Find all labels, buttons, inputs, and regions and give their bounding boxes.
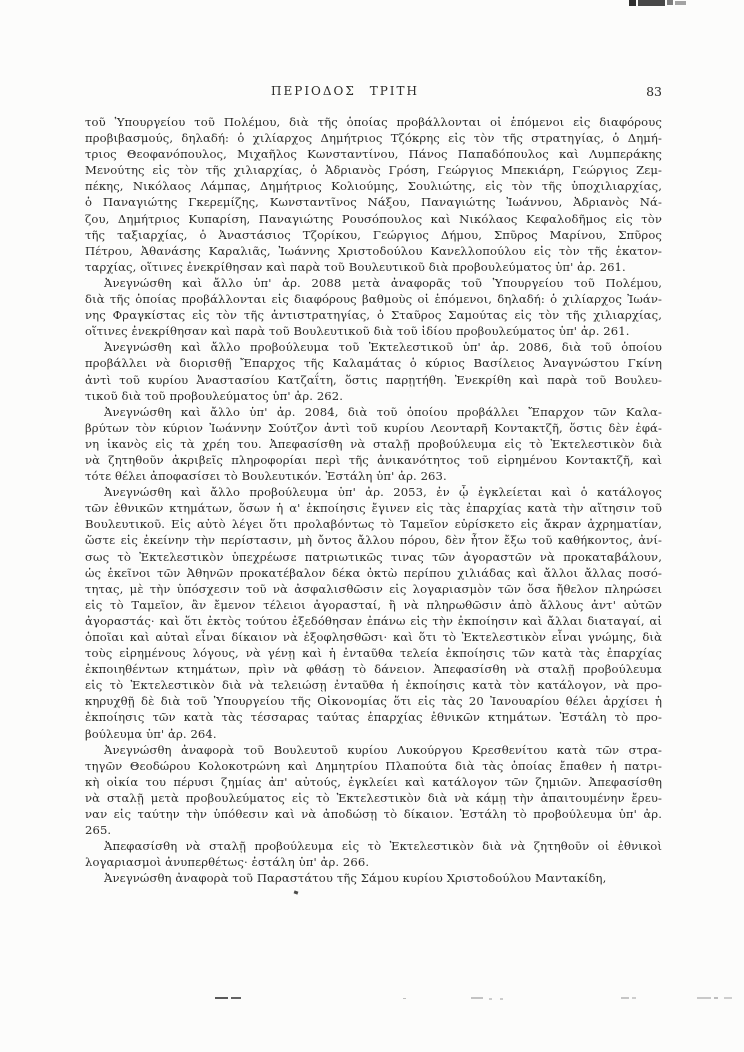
scan-artifact bbox=[632, 997, 636, 999]
text-line: βούλευμα ὑπ' ἀρ. 264. bbox=[85, 726, 217, 741]
text-line: ἐκποίησις τῶν κατὰ τὰς τέσσαρας ταύτας ἐπαρχίας ἐθνικῶν κτημάτων. Ἐστάλη τὸ προ- bbox=[85, 710, 662, 725]
text-line: νης Φραγκίστας εἰς τὸν τῆς ἀντιστρατηγίας, ὁ Σταῦρος Σαμούτας εἰς τὸν τῆς χιλιαρχίας, bbox=[85, 308, 662, 323]
scan-artifact bbox=[294, 890, 299, 894]
text-line: Ἀνεγνώσθη ἀναφορὰ τοῦ Παραστάτου τῆς Σάμου κυρίου Χριστοδούλου Μαντακίδη, bbox=[104, 871, 607, 886]
text-line: κηρυχθῇ δὲ διὰ τοῦ Ὑπουργείου τῆς Οἰκονομίας ὅτι εἰς τὰς 20 Ἰανουαρίου θέλει ἀρχίσει ἡ bbox=[85, 694, 662, 709]
paragraph bbox=[85, 404, 662, 484]
text-line: σως τὸ Ἐκτελεστικὸν ὑπεχρέωσε πατριωτικῶς τινας τῶν ἀγοραστῶν νὰ προκαταβάλουν, bbox=[85, 549, 662, 564]
text-line: οἵτινες ἐνεκρίθησαν καὶ παρὰ τοῦ Βουλευτικοῦ διὰ τοῦ ἰδίου προβουλεύματος ὑπ' ἀρ. 261. bbox=[85, 324, 630, 339]
paragraph bbox=[85, 114, 662, 275]
text-line: κὴ οἰκία του πέρυσι ζημίας ἀπ' αὐτούς, ἐγκλείει καὶ κατάλογον τῶν ζημιῶν. Ἀπεφασίσθη bbox=[85, 774, 662, 789]
scan-artifact bbox=[231, 997, 241, 999]
scan-artifact bbox=[697, 997, 711, 999]
text-line: Ἀνεγνώσθη καὶ ἄλλο ὑπ' ἀρ. 2088 μετὰ ἀναφορᾶς τοῦ Ὑπουργείου τοῦ Πολέμου, bbox=[104, 275, 662, 290]
text-line: νὰ ζητηθοῦν ἀκριβεῖς πληροφορίαι περὶ τῆς ἀνικανότητος τοῦ εἰρημένου Κοντακτζῆ, καὶ bbox=[85, 452, 662, 467]
text-line: τριος Θεοφανόπουλος, Μιχαῆλος Κωνσταντίνου, Πάνος Παπαδόπουλος καὶ Λυμπεράκης bbox=[85, 147, 662, 162]
text-line: ἀντὶ τοῦ κυρίου Ἀναστασίου Κατζαΐτη, ὅστις παρῃτήθη. Ἐνεκρίθη καὶ παρὰ τοῦ Βουλευ- bbox=[85, 372, 662, 387]
scan-artifact bbox=[629, 0, 636, 6]
text-line: ὡς ἐκεῖνοι τῶν Ἀθηνῶν προκατέβαλον δέκα ὀκτὼ περίπου χιλιάδας καὶ ἄλλοι ἄλλας ποσό- bbox=[85, 565, 662, 580]
text-line: τοὺς εἰρημένους λόγους, νὰ γένῃ καὶ ἡ ἐνταῦθα τελεία ἐκποίησις τῶν κατὰ τὰς ἐπαρχίας bbox=[85, 646, 662, 661]
text-line: νη ἱκανὸς εἰς τὰ χρέη του. Ἀπεφασίσθη νὰ σταλῇ προβούλευμα εἰς τὸ Ἐκτελεστικὸν διὰ bbox=[85, 436, 662, 451]
scan-artifact bbox=[724, 997, 732, 999]
paragraph bbox=[85, 484, 662, 742]
page-number: 83 bbox=[646, 84, 662, 99]
text-line: Πέτρου, Ἀθανάσης Καραλιᾶς, Ἰωάννης Χριστοδούλου Κανελλοπούλου εἰς τὸν τῆς ἑκατον- bbox=[85, 243, 662, 258]
scan-artifact bbox=[714, 997, 718, 999]
text-line: ναν εἰς ταύτην τὴν ὑπόθεσιν καὶ νὰ ἀποδώσῃ τὸ δίκαιον. Ἐστάλη τὸ προβούλευμα ὑπ' ἀρ. bbox=[85, 807, 662, 822]
text-line: τητας, μὲ τὴν ὑπόσχεσιν τοῦ νὰ ἀσφαλισθῶσιν εἰς λογαριασμὸν τῶν ὅσα ἤθελον πληρώσει bbox=[85, 581, 662, 596]
text-line: τηγῶν Θεοδώρου Κολοκοτρώνη καὶ Δημητρίου Πλαπούτα διὰ τὰς ὁποίας ἔπαθεν ἡ πατρι- bbox=[85, 758, 662, 773]
scan-artifact bbox=[667, 0, 673, 5]
scan-artifact bbox=[489, 998, 492, 1000]
text-line: τότε θέλει ἀποφασίσει τὸ Βουλευτικόν. Ἐστάλη ὑπ' ἀρ. 263. bbox=[85, 469, 447, 484]
text-line: ἐκποιηθέντων κτημάτων, πρὶν νὰ φθάσῃ τὸ δάνειον. Ἀπεφασίσθη νὰ σταλῇ προβούλευμα bbox=[85, 662, 662, 677]
paragraph bbox=[85, 275, 662, 339]
text-line: πέκης, Νικόλαος Λάμπας, Δημήτριος Κολιούμης, Σουλιώτης, εἰς τὸν τῆς ὑποχιλιαρχίας, bbox=[85, 179, 662, 194]
text-line: ὁ Παναγιώτης Γκερεμίζης, Κωνσταντῖνος Νάξου, Παναγιώτης Ἰωάννου, Ἀδριανὸς Νά- bbox=[85, 195, 662, 210]
text-line: ἀγοραστάς· καὶ ὅτι ἐκτὸς τούτου ἐξεδόθησαν ἐπάνω εἰς τὴν ἐκποίησιν καὶ ἄλλαι διαταγαί, αἱ bbox=[85, 613, 662, 628]
text-line: τικοῦ διὰ τοῦ προβουλεύματος ὑπ' ἀρ. 262. bbox=[85, 388, 344, 403]
text-line: 265. bbox=[85, 823, 112, 838]
document-body bbox=[85, 114, 662, 887]
text-line: τοῦ Ὑπουργείου τοῦ Πολέμου, διὰ τῆς ὁποίας προβάλλονται οἱ ἑπόμενοι εἰς διαφόρους bbox=[85, 115, 662, 129]
text-line: εἰς τὸ Ἐκτελεστικὸν διὰ νὰ τελειώσῃ ἐνταῦθα ἡ ἐκποίησις κατὰ τὸν κατάλογον, νὰ προ- bbox=[85, 678, 662, 693]
text-line: λογαριασμοὶ ἀνυπερθέτως· ἐστάλη ὑπ' ἀρ. 266. bbox=[85, 855, 370, 870]
scan-artifact bbox=[621, 997, 629, 999]
scan-artifact bbox=[471, 997, 483, 999]
text-line: προβάλλει νὰ διορισθῇ Ἔπαρχος τῆς Καλαμάτας ὁ κύριος Βασίλειος Ἀναγνώστου Γκίνη bbox=[85, 356, 662, 371]
text-line: ταρχίας, οἵτινες ἐνεκρίθησαν καὶ παρὰ τοῦ Βουλευτικοῦ διὰ προβουλεύματος ὑπ' ἀρ. 261. bbox=[85, 259, 626, 274]
text-line: νὰ σταλῇ μετὰ προβουλεύματος εἰς τὸ Ἐκτελεστικὸν διὰ νὰ κάμῃ τὴν ἀπαιτουμένην ἔρευ- bbox=[85, 790, 662, 805]
paragraph bbox=[85, 339, 662, 403]
text-line: ζου, Δημήτριος Κυπαρίση, Παναγιώτης Ρουσόπουλος καὶ Νικόλαος Κεφαλοδῆμος εἰς τὸν bbox=[85, 211, 662, 226]
running-header-title: ΠΕΡΙΟΔΟΣ ΤΡΙΤΗ bbox=[271, 84, 419, 98]
paragraph bbox=[85, 838, 662, 870]
text-line: βρύτων τὸν κύριον Ἰωάννην Σούτζον ἀντὶ τοῦ κυρίου Λεονταρῆ Κοντακτζῆ, ὅστις δὲν ἐφά- bbox=[85, 420, 662, 435]
scan-artifact bbox=[403, 998, 406, 999]
text-line: Ἀνεγνώσθη καὶ ἄλλο προβούλευμα τοῦ Ἐκτελεστικοῦ ὑπ' ἀρ. 2086, διὰ τοῦ ὁποίου bbox=[104, 340, 662, 355]
text-line: Ἀνεγνώσθη ἀναφορὰ τοῦ Βουλευτοῦ κυρίου Λυκούργου Κρεσθενίτου κατὰ τῶν στρα- bbox=[104, 742, 662, 757]
text-line: Μενούτης εἰς τὸν τῆς χιλιαρχίας, ὁ Ἀδριανὸς Γρόση, Γεώργιος Μπεκιάρη, Γεώργιος Ζεμ- bbox=[85, 163, 662, 178]
text-line: ὥστε εἰς ἐκείνην τὴν περίστασιν, μὴ ὄντος ἄλλου πόρου, δὲν ἦτον ἔξω τοῦ καθήκοντος, ἀνί- bbox=[85, 533, 662, 548]
scan-artifact bbox=[675, 1, 686, 5]
text-line: διὰ τῆς ὁποίας προβάλλονται εἰς διαφόρους βαθμοὺς οἱ ἑπόμενοι, δηλαδή: ὁ χιλίαρχος Ἰωάν- bbox=[85, 292, 662, 307]
scan-artifact bbox=[638, 0, 665, 6]
scan-artifact bbox=[215, 997, 228, 999]
text-line: Ἀνεγνώσθη καὶ ἄλλο προβούλευμα ὑπ' ἀρ. 2053, ἐν ᾧ ἐγκλείεται καὶ ὁ κατάλογος bbox=[104, 485, 662, 500]
text-line: τῆς ταξιαρχίας, ὁ Ἀναστάσιος Τζορίκου, Γεώργιος Δήμου, Σπῦρος Μαρίνου, Σπῦρος bbox=[85, 227, 662, 242]
text-line: Ἀπεφασίσθη νὰ σταλῇ προβούλευμα εἰς τὸ Ἐκτελεστικὸν διὰ νὰ ζητηθοῦν οἱ ἐθνικοὶ bbox=[104, 839, 662, 854]
text-line: ὁποῖαι καὶ αὐταὶ εἶναι δίκαιον νὰ ἐξοφλησθῶσι· καὶ ὅτι τὸ Ἐκτελεστικὸν εἶναι γνώμης, διὰ bbox=[85, 630, 662, 644]
paragraph bbox=[85, 870, 662, 886]
text-line: Ἀνεγνώσθη καὶ ἄλλο ὑπ' ἀρ. 2084, διὰ τοῦ ὁποίου προβάλλει Ἔπαρχον τῶν Καλα- bbox=[104, 404, 662, 419]
scan-artifact bbox=[500, 998, 503, 1000]
text-line: Βουλευτικοῦ. Εἰς αὐτὸ λέγει ὅτι προλαβόντως τὸ Ταμεῖον εὑρίσκετο εἰς ἄκραν ἀχρηματίαν, bbox=[85, 517, 662, 532]
paragraph bbox=[85, 742, 662, 839]
text-line: τῶν ἐθνικῶν κτημάτων, ὅσων ἡ α' ἐκποίησις ἔγινεν εἰς τὰς ἐπαρχίας κατὰ τὴν αἴτησιν τοῦ bbox=[85, 501, 662, 516]
text-line: εἰς τὸ Ταμεῖον, ἂν ἔμενον τέλειοι ἀγορασταί, ἢ νὰ πληρωθῶσιν ἀπὸ ἄλλους ἀντ' αὐτῶν bbox=[85, 597, 662, 612]
text-line: προβιβασμούς, δηλαδή: ὁ χιλίαρχος Δημήτριος Τζόκρης εἰς τὸν τῆς στρατηγίας, ὁ Δημή- bbox=[85, 131, 662, 146]
